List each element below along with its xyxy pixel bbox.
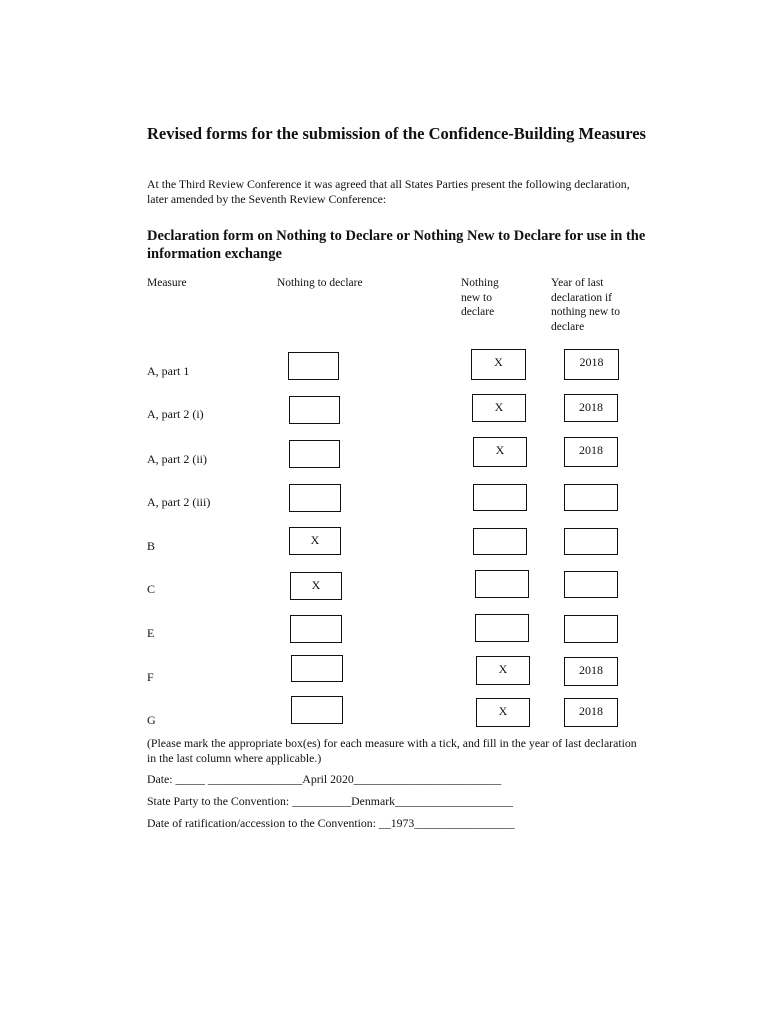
column-header-nothing-to-declare: Nothing to declare <box>277 277 363 289</box>
year-box[interactable] <box>564 615 618 643</box>
nothing-to-declare-box[interactable] <box>290 615 342 643</box>
row-label: A, part 2 (iii) <box>147 495 211 509</box>
form-subtitle: Declaration form on Nothing to Declare or Nothing New to Declare for use in the information exchange <box>147 228 646 262</box>
date-field[interactable]: Date: _____ ________________April 2020_________________________ <box>147 772 502 786</box>
nothing-new-box[interactable]: X <box>473 437 527 467</box>
row-label: B <box>147 539 156 553</box>
nothing-to-declare-box[interactable] <box>291 655 343 682</box>
nothing-new-box[interactable] <box>475 614 529 642</box>
nothing-to-declare-box[interactable] <box>289 396 340 424</box>
column-header-year-line: declaration if <box>551 291 612 304</box>
column-header-year-line: declare <box>551 320 585 333</box>
year-box[interactable] <box>564 484 618 511</box>
row-label: A, part 1 <box>147 364 190 378</box>
row-label: A, part 2 (ii) <box>147 452 207 466</box>
row-label: F <box>147 670 154 684</box>
nothing-to-declare-box[interactable] <box>291 696 343 724</box>
year-box[interactable]: 2018 <box>564 349 619 380</box>
state-party-field[interactable]: State Party to the Convention: __________Denmark____________________ <box>147 794 513 808</box>
instruction-note: (Please mark the appropriate box(es) for each measure with a tick, and fill in the year of last declaration in the last column where applicable.) <box>147 736 637 765</box>
nothing-new-box[interactable]: X <box>476 656 530 685</box>
year-box[interactable] <box>564 528 618 555</box>
year-box[interactable]: 2018 <box>564 698 618 727</box>
year-box[interactable]: 2018 <box>564 394 618 422</box>
row-label: C <box>147 582 156 596</box>
column-header-year <box>551 276 620 334</box>
nothing-new-box[interactable] <box>475 570 529 598</box>
nothing-to-declare-box[interactable] <box>289 440 340 468</box>
column-header-year-line: nothing new to <box>551 306 620 319</box>
ratification-date-field[interactable]: Date of ratification/accession to the Convention: __1973_________________ <box>147 816 515 830</box>
intro-paragraph: At the Third Review Conference it was agreed that all States Parties present the following declaration, later amended by the Seventh Review Conference: <box>147 177 630 206</box>
column-header-measure: Measure <box>147 277 187 289</box>
column-header-year-line: Year of last <box>551 277 604 289</box>
nothing-to-declare-box[interactable] <box>289 484 341 512</box>
column-header-nothing-new-line: declare <box>461 306 495 319</box>
nothing-new-box[interactable]: X <box>476 698 530 727</box>
nothing-to-declare-box[interactable]: X <box>289 527 341 555</box>
row-label: E <box>147 626 155 640</box>
nothing-new-box[interactable] <box>473 484 527 511</box>
document-title: Revised forms for the submission of the Confidence-Building Measures <box>147 124 646 143</box>
year-box[interactable] <box>564 571 618 598</box>
nothing-to-declare-box[interactable]: X <box>290 572 342 600</box>
column-header-nothing-new-line: Nothing <box>461 277 499 289</box>
row-label: G <box>147 713 156 727</box>
year-box[interactable]: 2018 <box>564 437 618 467</box>
nothing-new-box[interactable]: X <box>472 394 526 422</box>
nothing-new-box[interactable]: X <box>471 349 526 380</box>
row-label: A, part 2 (i) <box>147 407 204 421</box>
column-header-nothing-new <box>461 276 499 320</box>
nothing-new-box[interactable] <box>473 528 527 555</box>
column-header-nothing-new-line: new to <box>461 291 492 304</box>
nothing-to-declare-box[interactable] <box>288 352 339 380</box>
year-box[interactable]: 2018 <box>564 657 618 686</box>
